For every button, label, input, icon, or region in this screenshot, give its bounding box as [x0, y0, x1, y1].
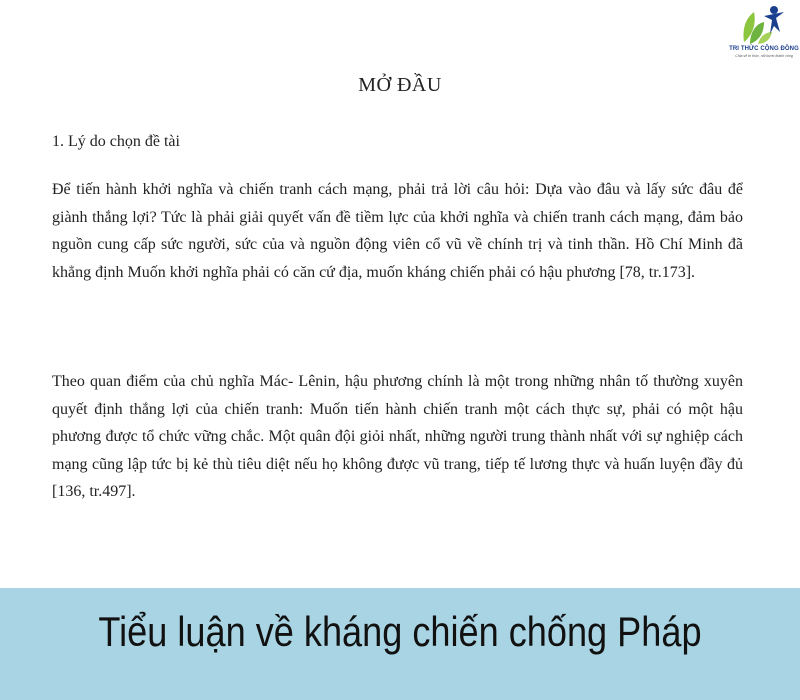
site-logo[interactable] — [728, 2, 800, 66]
paragraph-2: Theo quan điểm của chủ nghĩa Mác- Lênin, hậu phương chính là một trong những nhân tố thường xuyên quyết định thắng lợi của chiến tranh: Muốn tiến hành chiến tranh một cách thực sự, phải có một hậu phương được tổ chức vững chắc. Một quân đội giỏi nhất, những người trung thành nhất với sự nghiệp cách mạng cũng lập tức bị kẻ thù tiêu diệt nếu họ không được vũ trang, tiếp tế lương thực và huấn luyện đầy đủ [136, tr.497]. — [52, 373, 743, 501]
paragraph-1: Để tiến hành khởi nghĩa và chiến tranh cách mạng, phải trả lời câu hỏi: Dựa vào đâu và lấy sức đâu để giành thắng lợi? Tức là phải giải quyết vấn đề tiềm lực của khởi nghĩa và chiến tranh cách mạng, đảm bảo nguồn cung cấp sức người, sức của và nguồn động viên cổ vũ về chính trị và tinh thần. Hồ Chí Minh đã khẳng định Muốn khởi nghĩa phải có căn cứ địa, muốn kháng chiến phải có hậu phương [78, tr.173]. — [52, 181, 743, 281]
title-banner — [0, 588, 800, 700]
book-person-icon — [734, 2, 794, 46]
section-title: 1. Lý do chọn đề tài — [52, 133, 180, 150]
document-heading: MỞ ĐẦU — [358, 74, 442, 96]
logo-name: TRI THỨC CỘNG ĐỒNG — [729, 46, 799, 52]
banner-title: Tiểu luận về kháng chiến chống Pháp — [98, 608, 702, 655]
logo-tagline: Chia sẻ tri thức, nối bước thành công — [735, 54, 793, 58]
